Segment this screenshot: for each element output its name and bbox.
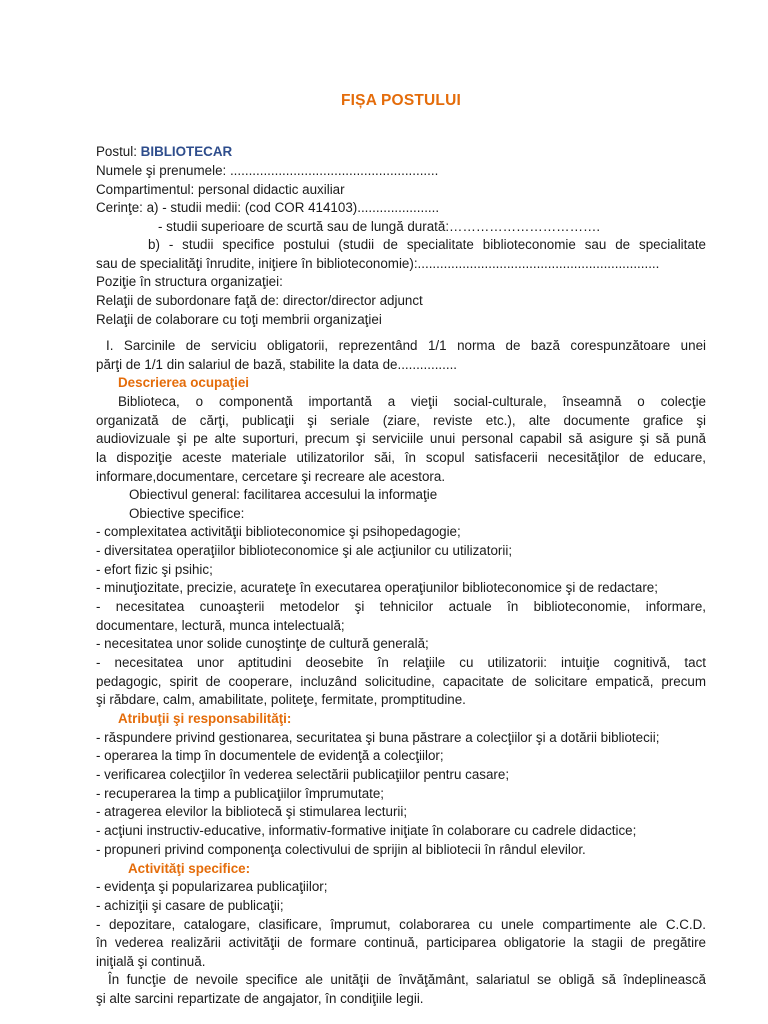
post-value: BIBLIOTECAR <box>140 144 233 159</box>
name-line: Numele şi prenumele: ........................................................ <box>96 163 439 178</box>
objective-item: - necesitatea unor solide cunoştinţe de cultură generală; <box>96 636 429 651</box>
description-line: la dispoziţie aceste materiale utilizatorilor săi, în scopul satisfacerii necesităţilor de educare, <box>96 450 706 465</box>
post-label: Postul: <box>96 144 141 159</box>
closing-line2: şi alte sarcini repartizate de angajator, în condiţiile legii. <box>96 991 424 1006</box>
responsibility-item: - răspundere privind gestionarea, securitatea şi buna păstrare a colecţiilor şi a dotării bibliotecii; <box>96 730 660 745</box>
description-line: organizată de cărţi, publicaţii şi seriale (ziare, reviste etc.), alte documente grafice şi <box>96 413 706 428</box>
requirements-b1: b) - studii specifice postului (studii de specialitate biblioteconomie sau de specialitate <box>148 237 706 252</box>
activity-item: - evidenţa şi popularizarea publicaţiilor; <box>96 879 328 894</box>
objective-item: - efort fizic şi psihic; <box>96 562 213 577</box>
responsibility-item: - propuneri privind componenţa colectivului de sprijin al bibliotecii în rândul elevilor. <box>96 842 586 857</box>
activity-item: - achiziţii şi casare de publicaţii; <box>96 898 284 913</box>
specific-objectives-label: Obiective specifice: <box>129 506 245 521</box>
collaboration-line: Relaţii de colaborare cu toţi membrii organizaţiei <box>96 312 382 327</box>
responsibility-item: - recuperarea la timp a publicaţiilor împrumutate; <box>96 786 385 801</box>
objective-item: documentare, lectură, munca intelectuală; <box>96 618 345 633</box>
objective-item: - necesitatea unor aptitudini deosebite în relaţiile cu utilizatorii: intuiţie cognitivă, tact <box>96 655 706 670</box>
general-objective: Obiectivul general: facilitarea accesului la informaţie <box>129 487 438 502</box>
description-heading: Descrierea ocupaţiei <box>118 375 249 390</box>
description-line: informare,documentare, cercetare şi recreare ale acestora. <box>96 469 446 484</box>
activities-heading: Activităţi specifice: <box>128 861 251 876</box>
requirements-a2: - studii superioare de scurtă sau de lungă durată:……………………………. <box>158 219 601 234</box>
section1-line1: I. Sarcinile de serviciu obligatorii, reprezentând 1/1 norma de bază corespunzătoare unei <box>106 338 706 353</box>
subordination-line: Relaţii de subordonare faţă de: director/director adjunct <box>96 293 423 308</box>
activity-item: iniţială şi continuă. <box>96 954 206 969</box>
responsibility-item: - acţiuni instructiv-educative, informativ-formative iniţiate în colaborare cu cadrele didactice; <box>96 823 637 838</box>
objective-item: - diversitatea operaţiilor biblioteconomice şi ale acţiunilor cu utilizatorii; <box>96 543 513 558</box>
responsibility-item: - verificarea colecţiilor în vederea selectării publicaţiilor pentru casare; <box>96 767 510 782</box>
document-title: FIȘA POSTULUI <box>340 92 461 109</box>
responsibility-item: - atragerea elevilor la bibliotecă şi stimularea lecturii; <box>96 804 408 819</box>
responsibility-item: - operarea la timp în documentele de evidenţă a colecţiilor; <box>96 748 444 763</box>
objective-item: - necesitatea cunoaşterii metodelor şi tehnicilor actuale în biblioteconomie, informare, <box>96 599 706 614</box>
post-line <box>96 143 706 162</box>
activity-item: - depozitare, catalogare, clasificare, împrumut, colaborarea cu unele compartimente ale C.C.D. <box>96 917 706 932</box>
position-line: Poziţie în structura organizaţiei: <box>96 274 283 289</box>
requirements-a: Cerinţe: a) - studii medii: (cod COR 414103)...................... <box>96 200 440 215</box>
requirements-b2: sau de specialităţi înrudite, iniţiere în biblioteconomie):................................................................. <box>96 256 660 271</box>
description-line: audiovizuale şi pe alte suporturi, precum şi serviciile unui personal capabil să asigure şi să pună <box>96 431 706 446</box>
department-line: Compartimentul: personal didactic auxiliar <box>96 182 345 197</box>
objective-item: şi răbdare, calm, amabilitate, politeţe, fermitate, promptitudine. <box>96 692 466 707</box>
objective-item: - minuţiozitate, precizie, acurateţe în executarea operaţiunilor biblioteconomice şi de redactare; <box>96 580 658 595</box>
activity-item: în vederea realizării activităţii de formare continuă, participarea obligatorie la stagii de pregătire <box>96 935 706 950</box>
objective-item: pedagogic, spirit de cooperare, incluzând solicitudine, capacitate de solicitare empatică, precum <box>96 674 706 689</box>
objective-item: - complexitatea activităţii biblioteconomice şi psihopedagogie; <box>96 524 461 539</box>
description-line: Biblioteca, o componentă importantă a vieţii social-culturale, înseamnă o colecţie <box>118 394 706 409</box>
responsibilities-heading: Atribuţii şi responsabilităţi: <box>118 711 292 726</box>
closing-line1: În funcţie de nevoile specifice ale unităţii de învăţământ, salariatul se obligă să îndeplinească <box>108 972 706 987</box>
section1-line2: părţi de 1/1 din salariul de bază, stabilite la data de................ <box>96 357 458 372</box>
